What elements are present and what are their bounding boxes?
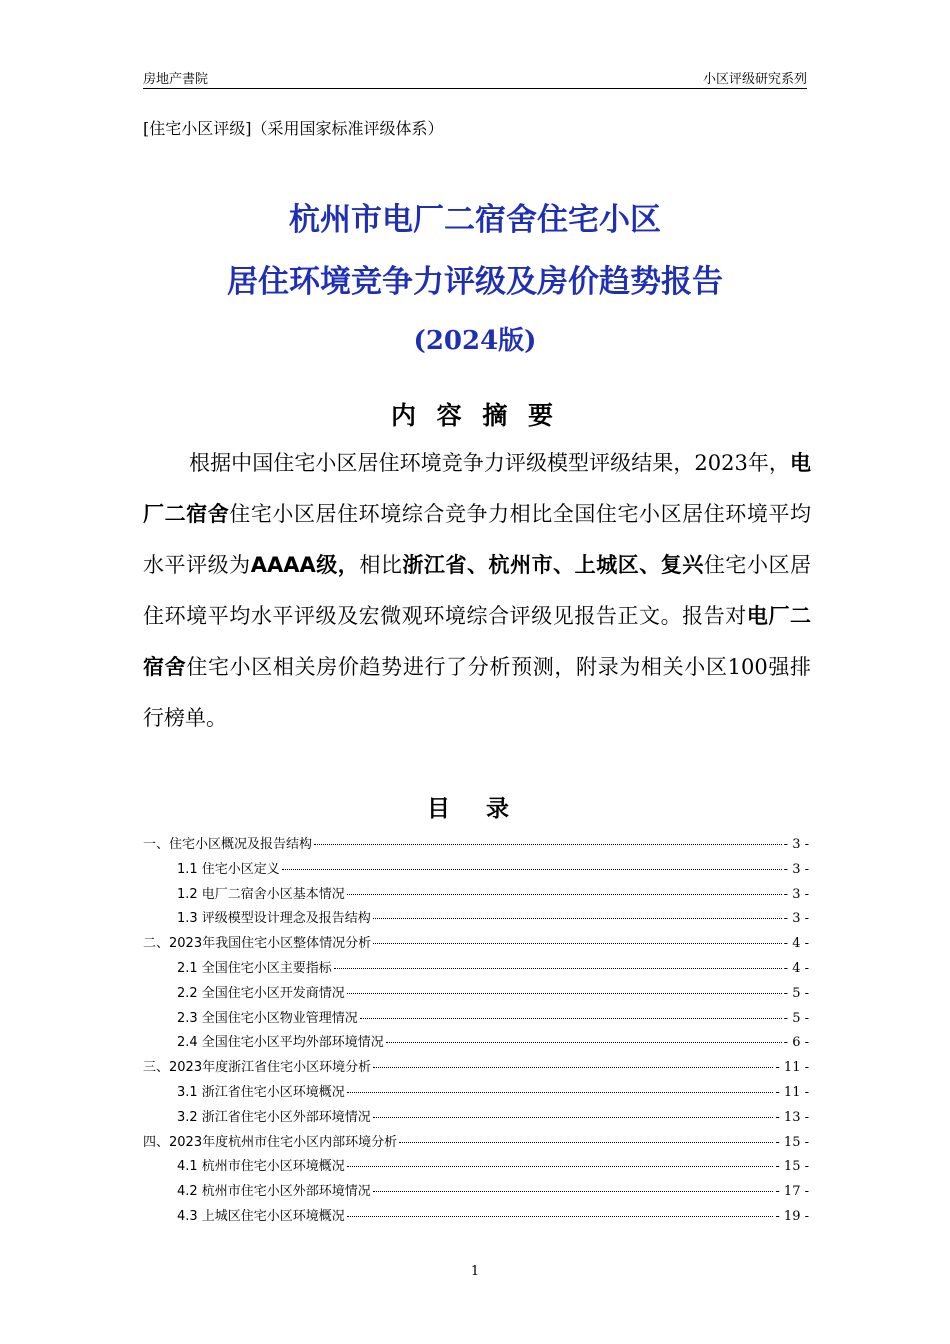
- page-header: [143, 66, 807, 89]
- abstract-heading: 内 容 摘 要: [390, 401, 560, 430]
- toc-entry-page: - 17 -: [775, 1184, 809, 1200]
- toc-entry-label: 4.3 上城区住宅小区环境概况: [177, 1208, 345, 1224]
- toc-entry-label: 1.2 电厂二宿舍小区基本情况: [177, 886, 345, 902]
- abstract-text: 住宅小区居住环境综合竞争力相比全国住宅小区居住环境平均水平评级为: [143, 502, 812, 577]
- toc-entry-label: 1.1 住宅小区定义: [177, 861, 280, 877]
- toc-entry-label: 一、住宅小区概况及报告结构: [143, 837, 313, 852]
- toc-entry[interactable]: [143, 1205, 809, 1230]
- report-category-tag: [住宅小区评级]（采用国家标准评级体系）: [143, 119, 444, 138]
- toc-entry[interactable]: [143, 1056, 809, 1081]
- abstract-emphasis: 电厂二宿舍: [143, 604, 812, 679]
- toc-leader-dots: [373, 943, 782, 944]
- toc-entry-page: - 11 -: [775, 1084, 809, 1100]
- table-of-contents: [143, 833, 809, 1230]
- toc-entry-label: 1.3 评级模型设计理念及报告结构: [177, 911, 371, 927]
- toc-entry-page: - 5 -: [783, 985, 809, 1001]
- title-edition: (2024版): [413, 326, 537, 356]
- toc-entry[interactable]: [143, 858, 809, 883]
- header-publisher: 房地产書院: [143, 72, 209, 87]
- toc-leader-dots: [373, 918, 782, 919]
- toc-leader-dots: [386, 1042, 782, 1043]
- toc-entry-label: 2.4 全国住宅小区平均外部环境情况: [177, 1035, 384, 1051]
- toc-leader-dots: [373, 1067, 773, 1068]
- toc-entry[interactable]: [143, 932, 809, 957]
- toc-entry-label: 四、2023年度杭州市住宅小区内部环境分析: [143, 1134, 398, 1150]
- toc-leader-dots: [282, 869, 782, 870]
- page-number: 1: [470, 1264, 480, 1279]
- toc-leader-dots: [347, 1092, 774, 1093]
- toc-entry[interactable]: [143, 982, 809, 1007]
- toc-entry-page: - 3 -: [783, 861, 809, 877]
- abstract-text: 住宅小区相关房价趋势进行了分析预测，附录为相关小区100强排行榜单。: [143, 655, 811, 730]
- toc-entry-page: - 6 -: [783, 1035, 809, 1051]
- abstract-paragraph: [143, 438, 811, 744]
- toc-leader-dots: [347, 1216, 774, 1217]
- toc-entry[interactable]: [143, 907, 809, 932]
- toc-entry[interactable]: [143, 1131, 809, 1156]
- toc-entry-label: 3.2 浙江省住宅小区外部环境情况: [177, 1109, 371, 1125]
- abstract-emphasis: 浙江省、杭州市、上城区、复兴: [402, 553, 704, 577]
- toc-entry-page: - 3 -: [783, 911, 809, 927]
- abstract-emphasis: 电厂二宿舍: [143, 451, 811, 526]
- header-series: 小区评级研究系列: [702, 72, 807, 87]
- toc-leader-dots: [360, 1018, 782, 1019]
- toc-entry-label: 二、2023年我国住宅小区整体情况分析: [143, 936, 372, 952]
- toc-leader-dots: [373, 1117, 774, 1118]
- toc-leader-dots: [347, 894, 782, 895]
- toc-leader-dots: [347, 993, 782, 994]
- toc-entry[interactable]: [143, 1007, 809, 1032]
- toc-entry-page: - 3 -: [783, 837, 809, 852]
- toc-heading: 目 录: [426, 796, 523, 822]
- abstract-emphasis: AAAA级，: [250, 553, 360, 577]
- toc-entry-page: - 5 -: [783, 1010, 809, 1026]
- title-line-2: 居住环境竞争力评级及房价趋势报告: [227, 264, 723, 300]
- toc-leader-dots: [373, 1191, 774, 1192]
- abstract-text: 相比: [359, 553, 403, 577]
- toc-entry-label: 三、2023年度浙江省住宅小区环境分析: [143, 1060, 372, 1076]
- toc-entry[interactable]: [143, 833, 809, 858]
- toc-entry-label: 2.3 全国住宅小区物业管理情况: [177, 1010, 358, 1026]
- abstract-text: 住宅小区居住环境平均水平评级及宏微观环境综合评级见报告正文。报告对: [143, 553, 812, 628]
- toc-entry-label: 3.1 浙江省住宅小区环境概况: [177, 1084, 345, 1100]
- toc-entry-page: - 11 -: [775, 1060, 809, 1076]
- toc-entry-page: - 13 -: [775, 1109, 809, 1125]
- toc-entry-page: - 19 -: [775, 1208, 809, 1224]
- toc-entry[interactable]: [143, 957, 809, 982]
- toc-entry-page: - 4 -: [783, 960, 809, 976]
- toc-entry[interactable]: [143, 883, 809, 908]
- toc-leader-dots: [334, 968, 782, 969]
- toc-entry[interactable]: [143, 1081, 809, 1106]
- toc-entry[interactable]: [143, 1155, 809, 1180]
- toc-entry-label: 2.1 全国住宅小区主要指标: [177, 960, 332, 976]
- toc-entry-page: - 15 -: [775, 1134, 809, 1150]
- toc-entry[interactable]: [143, 1106, 809, 1131]
- toc-leader-dots: [399, 1142, 773, 1143]
- toc-entry-page: - 3 -: [783, 886, 809, 902]
- title-line-1: 杭州市电厂二宿舍住宅小区: [289, 202, 661, 238]
- toc-entry-page: - 15 -: [775, 1159, 809, 1175]
- abstract-text: 根据中国住宅小区居住环境竞争力评级模型评级结果，2023年，: [189, 451, 790, 475]
- toc-entry-label: 2.2 全国住宅小区开发商情况: [177, 985, 345, 1001]
- toc-entry-page: - 4 -: [783, 936, 809, 952]
- toc-entry[interactable]: [143, 1180, 809, 1205]
- toc-leader-dots: [314, 844, 782, 845]
- toc-entry-label: 4.2 杭州市住宅小区外部环境情况: [177, 1184, 371, 1200]
- toc-leader-dots: [347, 1166, 774, 1167]
- toc-entry-label: 4.1 杭州市住宅小区环境概况: [177, 1159, 345, 1175]
- toc-entry[interactable]: [143, 1031, 809, 1056]
